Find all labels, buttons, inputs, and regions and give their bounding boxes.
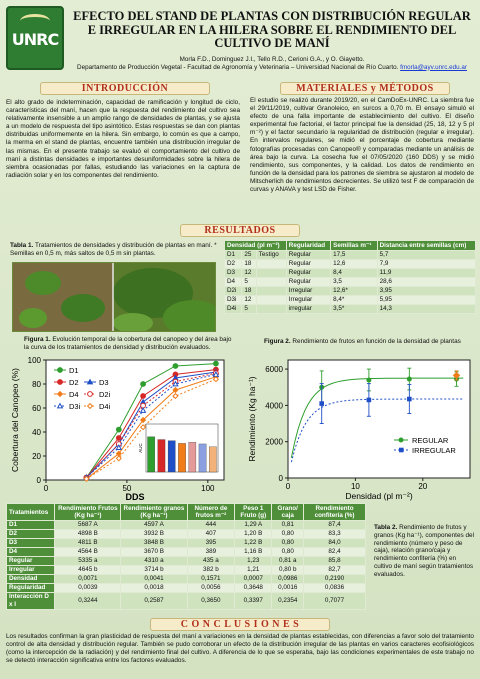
table1-cell: 5 — [242, 278, 256, 287]
fig1-x-axis-label: DDS — [125, 492, 145, 500]
table2-cell: 0,3397 — [235, 593, 272, 610]
table2-cell: 3670 B — [121, 548, 187, 557]
table1-cell: D3 — [225, 269, 242, 278]
table1-cell: Regular — [286, 251, 330, 260]
fig1-legend-label: D3 — [99, 378, 109, 387]
table2-cell: 87,4 — [304, 521, 366, 530]
table2-cell: 0,80 b — [272, 566, 304, 575]
table2-cell: 407 — [187, 530, 235, 539]
table2-row-label: Regular — [7, 557, 55, 566]
fig2-legend-label: IRREGULAR — [412, 446, 456, 455]
table1-cell: 25 — [242, 251, 256, 260]
table2-header-cell: Número de frutos m⁻² — [187, 504, 235, 521]
table2-cell: 4310 a — [121, 557, 187, 566]
fig1-legend-label: D2 — [69, 378, 79, 387]
fig1-y-tick-label: 0 — [36, 476, 41, 485]
table2-cell: 1,20 B — [235, 530, 272, 539]
table1-cell: 3,5 — [331, 278, 377, 287]
results-heading: RESULTADOS — [180, 224, 300, 237]
table2-cell: 3714 b — [121, 566, 187, 575]
table2 — [6, 503, 366, 610]
table2-cell: 0,81 a — [272, 557, 304, 566]
fig1-inset-bar — [148, 437, 155, 472]
fig1-inset-bar — [178, 443, 185, 472]
affiliation: Departamento de Producción Vegetal - Facultad de Agronomía y Veterinaria – Universidad Nacional de Río Cuarto. — [77, 63, 399, 71]
fig1-x-tick-label: 100 — [201, 484, 215, 493]
table2-row — [7, 593, 366, 610]
table1-cell: 11,9 — [377, 269, 475, 278]
table1-caption: Tabla 1. Tratamientos de densidades y distribución de plantas en maní. * Semillas en 0,5 m, más saltos de 0,5 m sin plantas. — [10, 242, 217, 257]
conclusions-text: Los resultados confirman la gran plasticidad de respuesta del maní a variaciones en la densidad de plantas establecidas, con diferencias a favor solo del tratamiento control de alta densidad y distribución regular. También se pudo corroborar un efecto de la distribución irregular de las plantas en varios caracteres ecofisiológicos (como la intercepción de la radiación) y del rendimiento final del cultivo. A diferencia de lo que se esperaba, bajo las condiciones experimentales de este trabajo no se detectó interacción significativa entre los factores evaluados. — [6, 633, 474, 664]
fig1-data-point — [141, 394, 146, 399]
table2-cell: 0,80 — [272, 530, 304, 539]
table2-cell: 0,0039 — [55, 584, 121, 593]
table2-row-label: Regularidad — [7, 584, 55, 593]
fig2-x-axis-label: Densidad (pl m⁻²) — [345, 491, 413, 501]
table1-cell: 17,5 — [331, 251, 377, 260]
table1-col-density: Densidad (pl m⁻²) — [225, 241, 287, 251]
table2-row-label: D1 — [7, 521, 55, 530]
fig1-data-point — [173, 364, 178, 369]
table2-cell: 84,0 — [304, 539, 366, 548]
fig1-y-tick-label: 20 — [32, 452, 41, 461]
table2-cell: 5687 A — [55, 521, 121, 530]
table2-cell: 4811 B — [55, 539, 121, 548]
table1-cell: D2 — [225, 260, 242, 269]
table2-cell: 0,2354 — [272, 593, 304, 610]
table1-cell — [256, 260, 286, 269]
table2-cell: 0,0056 — [187, 584, 235, 593]
table2-cell: 82,4 — [304, 548, 366, 557]
table2-row — [7, 584, 366, 593]
figure1-chart — [6, 354, 234, 500]
fig1-legend-label: D1 — [69, 366, 79, 375]
fig2-y-axis-label: Rendimiento (Kg ha⁻¹) — [247, 376, 257, 462]
table2-row — [7, 575, 366, 584]
table1-row — [225, 287, 476, 296]
table2-header-cell: Grano/ caja — [272, 504, 304, 521]
fig2-legend-label: REGULAR — [412, 436, 449, 445]
figure1-caption: Figura 1. Evolución temporal de la cobertura del canopeo y del área bajo la curva de los tratamientos de densidad y distribución evaluados. — [24, 336, 232, 351]
table1-cell: 3,95 — [377, 287, 475, 296]
table2-cell: 4597 A — [121, 521, 187, 530]
fig2-data-point — [367, 398, 372, 403]
table1-cell: 7,9 — [377, 260, 475, 269]
fig2-y-tick-label: 2000 — [265, 437, 283, 447]
table2-row — [7, 548, 366, 557]
table2-cell: 82,7 — [304, 566, 366, 575]
table2-header-row — [7, 504, 366, 521]
fig1-legend-marker — [58, 368, 63, 373]
fig1-inset-y-label: AUC — [138, 443, 143, 453]
table2-cell: 0,3244 — [55, 593, 121, 610]
table1-cell — [256, 296, 286, 305]
table1-cell: Regular — [286, 269, 330, 278]
intro-heading: INTRODUCCIÓN — [40, 82, 210, 95]
fig1-inset-bar — [158, 440, 165, 472]
table1-cell: 18 — [242, 260, 256, 269]
table1-cell: D1 — [225, 251, 242, 260]
fig1-y-tick-label: 40 — [32, 428, 41, 437]
table1-row — [225, 260, 476, 269]
table2-row — [7, 530, 366, 539]
fig2-y-tick-label: 4000 — [265, 401, 283, 411]
table2-header-cell: Tratamientos — [7, 504, 55, 521]
fig2-x-tick-label: 10 — [350, 482, 360, 491]
table2-cell: 1,21 — [235, 566, 272, 575]
fig2-y-tick-label: 6000 — [265, 365, 283, 375]
table2-cell: 0,0016 — [272, 584, 304, 593]
table2-row-label: Irregular — [7, 566, 55, 575]
table2-cell: 1,23 — [235, 557, 272, 566]
fig2-legend-marker — [399, 438, 404, 443]
table1-cell: 5,7 — [377, 251, 475, 260]
intro-text: El alto grado de indeterminación, capacidad de ramificación y longitud de ciclo, características del maní, hacen que la respuesta del rendimiento del cultivo sea relativamente insensible a un amplio rango de densidades de plantas, y se ajusta a un modelo de respuesta del tipo asintótico. Estas respuestas se dan con plantas distribuidas uniformemente en la hilera. Sin embargo, lo común es que a campo, la merma en el stand de plantas, encuentre también una distribución irregular de las mismas. En el presente trabajo se evaluó el comportamiento del cultivo de maní a distintas densidades e importantes desuniformidades sobre la hilera de siembra ocasionadas por fallas, estudiando las variaciones en la captura de radiación solar y en los componentes del rendimiento. — [6, 99, 240, 179]
table2-cell: 0,2587 — [121, 593, 187, 610]
table1-cell — [256, 278, 286, 287]
table2-header-cell: Rendimiento confitería (%) — [304, 504, 366, 521]
table1-cell: 14,3 — [377, 305, 475, 314]
table1-cell: Regular — [286, 278, 330, 287]
table2-row — [7, 521, 366, 530]
table2-cell: 4564 B — [55, 548, 121, 557]
fig1-inset-bar — [189, 442, 196, 472]
table1-row — [225, 251, 476, 260]
fig1-data-point — [141, 382, 146, 387]
table1-header-row — [225, 241, 476, 251]
table1-cell: 8,4 — [331, 269, 377, 278]
fig2-x-tick-label: 0 — [285, 482, 291, 491]
table2-cell: 4645 b — [55, 566, 121, 575]
table1-row — [225, 296, 476, 305]
table2-cell: 3848 B — [121, 539, 187, 548]
fig1-legend-marker — [58, 380, 63, 385]
fig1-inset-bar — [209, 447, 216, 472]
table2-cell: 5335 a — [55, 557, 121, 566]
field-photo — [12, 262, 216, 332]
table2-cell: 4898 B — [55, 530, 121, 539]
table1-col-distance: Distancia entre semillas (cm) — [377, 241, 475, 251]
table1-cell: 5,95 — [377, 296, 475, 305]
table2-cell: 389 — [187, 548, 235, 557]
fig2-x-tick-label: 20 — [418, 482, 428, 491]
table2-cell: 0,7077 — [304, 593, 366, 610]
author-list: Morla F.D., Dominguez J.I., Tello R.D., Cerioni G.A., y O. Giayetto. — [179, 56, 365, 63]
table2-cell: 435 a — [187, 557, 235, 566]
table2-cell: 0,81 — [272, 521, 304, 530]
table2-row-label: D3 — [7, 539, 55, 548]
table1-cell: 5 — [242, 305, 256, 314]
fig1-legend-label: D2i — [99, 390, 111, 399]
fig1-y-tick-label: 60 — [32, 404, 41, 413]
authors-block — [70, 56, 474, 71]
table2-cell: 444 — [187, 521, 235, 530]
table1-cell: 12,6* — [331, 287, 377, 296]
methods-text: El estudio se realizó durante 2019/20, en el CamDoEx-UNRC. La siembra fue el 29/11/2019, cultivar Granoleico, en surcos a 0,70 m. El ensayo simuló el efecto de una falla importante de establecimiento del cultivo. El diseño experimental fue factorial, el factor principal fue la densidad (25, 18, 12 y 5 pl m⁻²) y el factor secundario la regularidad de distribución (regular e irregular). En intervalos regulares, se midió el porcentaje de cobertura mediante fotografías procesadas con Canopeo® y comparadas mediante un análisis de área bajo la curva. La cosecha fue el 07/05/2020 (160 DDS) y se midió rendimiento, sus componentes, y la calidad. Los datos de rendimiento en función de la densidad para los patrones de siembra se ajustaron al modelo de Mitscherlich de rendimientos decrecientes. Se utilizó test F de comparación de curvas y ANAVA y test LSD de Fisher. — [250, 97, 474, 194]
fig2-data-point — [366, 377, 371, 382]
table2-row — [7, 557, 366, 566]
table1-row — [225, 305, 476, 314]
table1-cell — [256, 305, 286, 314]
fig1-legend-marker — [88, 392, 93, 397]
table2-cell: 0,0836 — [304, 584, 366, 593]
table2-row — [7, 566, 366, 575]
table2-caption: Tabla 2. Rendimiento de frutos y granos (Kg ha⁻¹), componentes del rendimiento (número y peso de caja), relación grano/caja y rendimiento confitería (%) en cultivo de maní según tratamientos evaluados. — [374, 524, 474, 578]
table1 — [224, 240, 476, 314]
table1-cell: 28,6 — [377, 278, 475, 287]
table1-cell: 12,6 — [331, 260, 377, 269]
fig1-y-axis-label: Cobertura del Canopeo (%) — [10, 368, 20, 472]
table1-cell: 12 — [242, 269, 256, 278]
table2-cell: 395 — [187, 539, 235, 548]
table2-cell: 0,3650 — [187, 593, 235, 610]
table2-cell: 0,2190 — [304, 575, 366, 584]
table1-cell: 3,5* — [331, 305, 377, 314]
fig2-legend-marker — [399, 448, 404, 453]
table1-cell: 12 — [242, 296, 256, 305]
fig1-x-tick-label: 0 — [43, 484, 49, 493]
table2-cell: 0,3648 — [235, 584, 272, 593]
fig1-legend-label: D4 — [69, 390, 79, 399]
figure2-caption: Figura 2. Rendimiento de frutos en función de la densidad de plantas — [264, 338, 461, 345]
conclusions-heading: C O N C L U S I O N E S — [150, 618, 330, 631]
table2-cell: 1,22 B — [235, 539, 272, 548]
methods-heading: MATERIALES y MÉTODOS — [280, 82, 450, 95]
table1-cell — [256, 269, 286, 278]
poster-header — [4, 4, 476, 78]
fig1-y-tick-label: 100 — [27, 356, 41, 365]
table2-cell: 0,0018 — [121, 584, 187, 593]
table2-cell: 0,80 — [272, 548, 304, 557]
table2-header-cell: Rendimiento Frutos (Kg ha⁻¹) — [55, 504, 121, 521]
table2-cell: 83,3 — [304, 530, 366, 539]
fig1-x-tick-label: 50 — [122, 484, 132, 493]
fig1-data-point — [214, 361, 219, 366]
table2-cell: 3932 B — [121, 530, 187, 539]
fig1-legend-label: D4i — [99, 402, 111, 411]
table2-cell: 0,0071 — [55, 575, 121, 584]
table2-cell: 382 b — [187, 566, 235, 575]
table2-row-label: Densidad — [7, 575, 55, 584]
table1-cell: D4i — [225, 305, 242, 314]
poster-title: EFECTO DEL STAND DE PLANTAS CON DISTRIBUCIÓN REGULAR E IRREGULAR EN LA HILERA SOBRE EL RENDIMIENTO DEL CULTIVO DE MANÍ — [73, 9, 471, 50]
table1-cell: Irregular — [286, 296, 330, 305]
fig2-data-point — [407, 377, 412, 382]
table2-row-label: Interacción D x I — [7, 593, 55, 610]
table2-cell: 0,1571 — [187, 575, 235, 584]
table2-header-cell: Peso 1 Fruto (g) — [235, 504, 272, 521]
table1-row — [225, 269, 476, 278]
contact-email[interactable]: fmorla@ayv.unrc.edu.ar — [400, 63, 467, 71]
table1-cell: D4 — [225, 278, 242, 287]
fig1-inset-bar — [168, 441, 175, 472]
table1-cell: irregular — [286, 305, 330, 314]
figure2-chart — [244, 354, 476, 502]
affiliation-line — [70, 64, 474, 72]
table2-row-label: D2 — [7, 530, 55, 539]
table2-cell: 85,8 — [304, 557, 366, 566]
table1-cell: 8,4* — [331, 296, 377, 305]
table1-cell: D3i — [225, 296, 242, 305]
fig1-data-point — [116, 436, 121, 441]
fig1-y-tick-label: 80 — [32, 380, 41, 389]
fig2-y-tick-label: 0 — [278, 474, 283, 483]
table1-cell: Testigo — [256, 251, 286, 260]
fig2-data-point — [407, 397, 412, 402]
table1-cell: Irregular — [286, 287, 330, 296]
table2-row — [7, 539, 366, 548]
table1-cell: Regular — [286, 260, 330, 269]
table2-row-label: D4 — [7, 548, 55, 557]
table2-cell: 0,0986 — [272, 575, 304, 584]
table2-cell: 0,0041 — [121, 575, 187, 584]
table2-cell: 0,0007 — [235, 575, 272, 584]
fig2-data-point — [319, 401, 324, 406]
table1-row — [225, 278, 476, 287]
table1-cell: 18 — [242, 287, 256, 296]
fig1-data-point — [116, 427, 121, 432]
table2-cell: 1,16 B — [235, 548, 272, 557]
table1-cell: D2i — [225, 287, 242, 296]
fig1-inset-bar — [199, 444, 206, 472]
table1-col-regularity: Regularidad — [286, 241, 330, 251]
university-logo: UNRC — [6, 6, 64, 70]
table1-cell — [256, 287, 286, 296]
table2-header-cell: Rendimiento granos (Kg ha⁻¹) — [121, 504, 187, 521]
table2-cell: 0,80 — [272, 539, 304, 548]
fig1-legend-label: D3i — [69, 402, 81, 411]
table1-col-seeds: Semillas m⁻¹ — [331, 241, 377, 251]
table2-cell: 1,29 A — [235, 521, 272, 530]
